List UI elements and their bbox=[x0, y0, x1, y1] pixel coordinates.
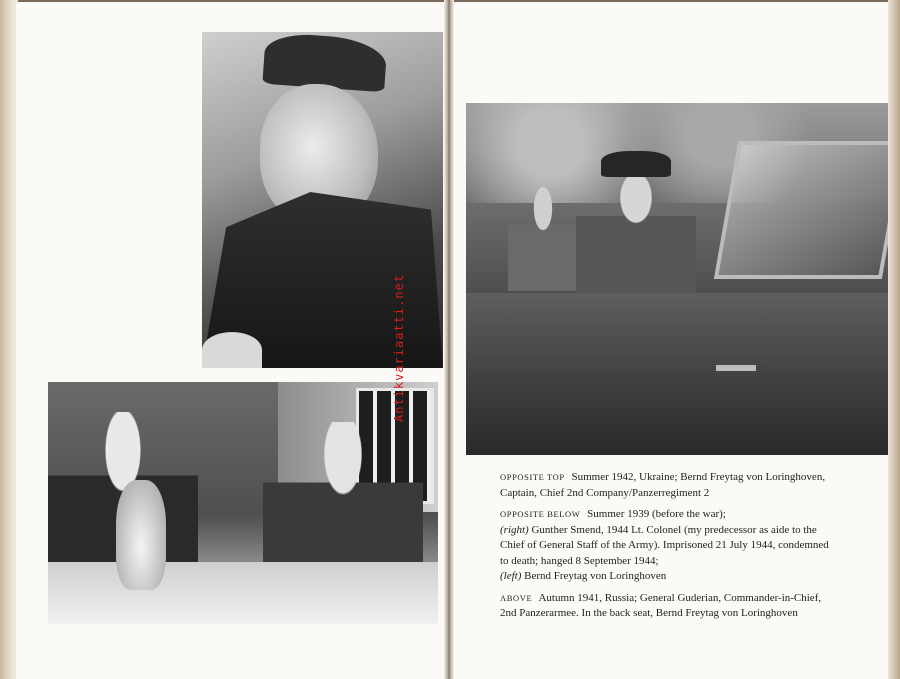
photo-table bbox=[48, 562, 438, 624]
caption-label: ABOVE bbox=[500, 592, 533, 603]
caption-text: Gunther Smend, 1944 Lt. Colonel (my predecessor as aide to the Chief of General Staff of the Army). Imprisoned 21 July 1944, condemned to death; hanged 8 September 1944; bbox=[500, 523, 829, 567]
caption-label: OPPOSITE BELOW bbox=[500, 509, 581, 519]
photo-general-cap bbox=[601, 151, 671, 177]
caption-tag-left: (left) bbox=[500, 570, 522, 582]
book-gutter bbox=[444, 0, 454, 679]
photo-windshield bbox=[714, 141, 888, 279]
caption-label: OPPOSITE TOP bbox=[500, 472, 565, 482]
portrait-photo bbox=[202, 32, 443, 368]
caption-text: Summer 1942, Ukraine; Bernd Freytag von Loringhoven, Captain, Chief 2nd Company/Panzerregiment 2 bbox=[500, 471, 826, 499]
caption-opposite-top bbox=[500, 470, 830, 501]
garden-tea-photo bbox=[48, 382, 438, 624]
photo-cap bbox=[262, 32, 387, 92]
photo-door-handle bbox=[716, 365, 756, 371]
photo-coffee-pot bbox=[116, 480, 166, 590]
caption-text: Autumn 1941, Russia; General Guderian, Commander-in-Chief, 2nd Panzerarmee. In the back seat, Bernd Freytag von Loringhoven bbox=[500, 591, 822, 619]
right-page-edge bbox=[888, 0, 900, 679]
car-photo bbox=[466, 103, 888, 455]
photo-car-body bbox=[466, 293, 888, 455]
caption-tag-right: (right) bbox=[500, 523, 529, 536]
watermark-text: Antikvariaatti.net bbox=[392, 273, 406, 422]
caption-above bbox=[500, 591, 830, 622]
caption-opposite-below bbox=[500, 507, 830, 585]
caption-text: Bernd Freytag von Loringhoven bbox=[524, 570, 667, 582]
photo-back-seat-officer bbox=[508, 181, 578, 291]
captions bbox=[500, 470, 830, 628]
photo-hand bbox=[202, 332, 262, 368]
caption-text: Summer 1939 (before the war); bbox=[587, 508, 726, 520]
